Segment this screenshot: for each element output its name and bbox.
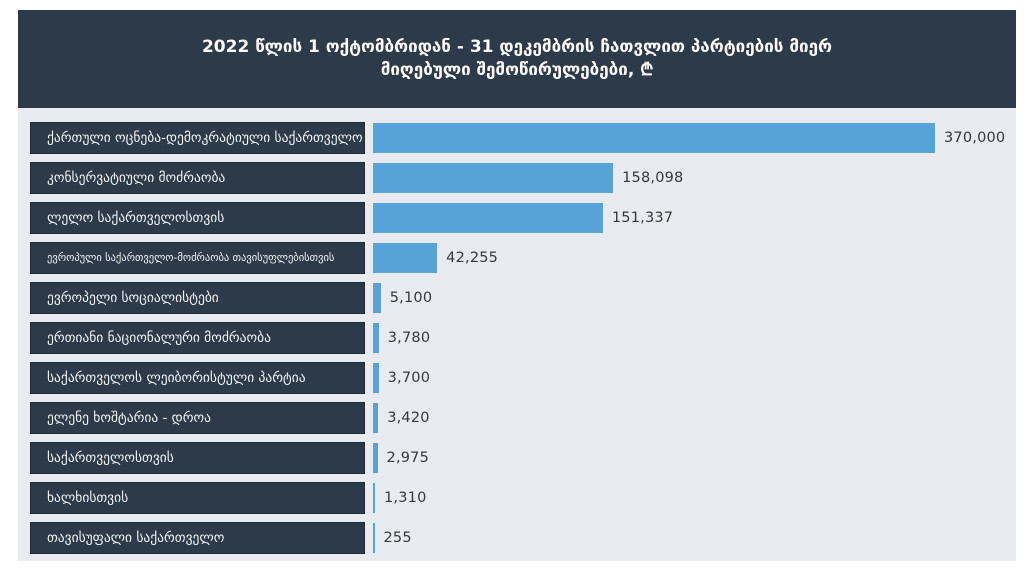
bar-value-label: 255 (383, 530, 412, 546)
bar-value-label: 42,255 (446, 250, 499, 266)
chart-row (30, 398, 1016, 438)
chart-card (18, 10, 1016, 561)
chart-body (18, 108, 1016, 561)
chart-title-line1: 2022 წლის 1 ოქტომბრიდან - 31 დეკემბრის ჩათვლით პარტიების მიერ (201, 37, 833, 58)
bar-value-label: 370,000 (944, 130, 1006, 146)
bar (373, 403, 378, 433)
chart-header (18, 10, 1016, 108)
bar-category-label: საქართველოსთვის (30, 442, 365, 474)
chart-title-line2: მიღებული შემოწირულებები, ₾ (380, 60, 654, 80)
chart-row (30, 278, 1016, 318)
chart-row (30, 478, 1016, 518)
chart-row (30, 438, 1016, 478)
bar-category-label: თავისუფალი საქართველო (30, 522, 365, 554)
bars-list (30, 118, 1016, 558)
bar (373, 163, 613, 193)
bar-value-label: 2,975 (386, 450, 430, 466)
bar-category-label: ხალხისთვის (30, 482, 365, 514)
chart-row (30, 158, 1016, 198)
chart-row (30, 518, 1016, 558)
bar-value-label: 3,420 (387, 410, 430, 426)
chart-row (30, 238, 1016, 278)
bar-category-label: ევროპული საქართველო-მოძრაობა თავისუფლებისთვის (30, 242, 365, 274)
bar-value-label: 1,310 (383, 490, 427, 506)
bar-value-label: 5,100 (389, 290, 433, 306)
bar-category-label: ლელო საქართველოსთვის (30, 202, 365, 234)
bar-value-label: 3,700 (387, 370, 431, 386)
bar-category-label: კონსერვატიული მოძრაობა (30, 162, 365, 194)
bar-category-label: ევროპელი სოციალისტები (30, 282, 365, 314)
bar (373, 323, 379, 353)
bar (373, 203, 603, 233)
bar-category-label: ერთიანი ნაციონალური მოძრაობა (30, 322, 365, 354)
chart-row (30, 318, 1016, 358)
chart-row (30, 358, 1016, 398)
bar (373, 523, 375, 553)
bar (373, 483, 375, 513)
bar-category-label: საქართველოს ლეიბორისტული პარტია (30, 362, 365, 394)
bar-value-label: 151,337 (611, 210, 674, 226)
bar-value-label: 158,098 (622, 170, 684, 186)
bar (373, 243, 437, 273)
bar (373, 123, 935, 153)
chart-title (202, 36, 832, 82)
bar (373, 443, 378, 473)
bar (373, 363, 379, 393)
bar-category-label: ქართული ოცნება-დემოკრატიული საქართველო (30, 122, 365, 154)
bar-category-label: ელენე ხოშტარია - დროა (30, 402, 365, 434)
chart-row (30, 118, 1016, 158)
bar (373, 283, 381, 313)
chart-row (30, 198, 1016, 238)
bar-value-label: 3,780 (387, 330, 431, 346)
